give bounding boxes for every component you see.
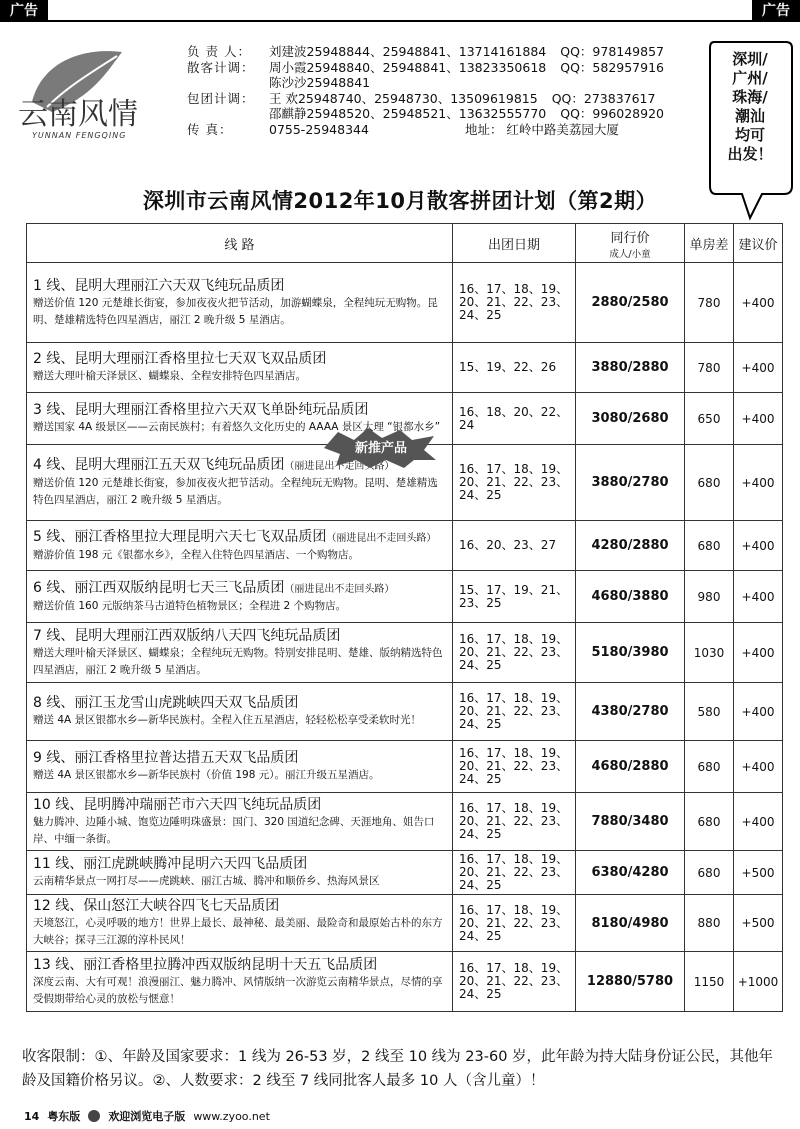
trade-price: 3880/2780 — [576, 445, 685, 521]
tour-row — [27, 571, 783, 623]
contact-label — [187, 106, 269, 122]
single-supplement: 780 — [685, 263, 734, 343]
contact-phones: 刘建波25948844、25948841、13714161884 — [269, 44, 547, 59]
trade-price: 7880/3480 — [576, 793, 685, 851]
contact-value — [269, 44, 707, 60]
route-name: 5 线、丽江香格里拉大理昆明六天七飞双品质团 — [33, 528, 327, 545]
footer-url[interactable]: www.zyoo.net — [193, 1109, 270, 1123]
single-supplement: 980 — [685, 571, 734, 623]
contact-value — [269, 75, 707, 91]
route-name: 9 线、丽江香格里拉普达措五天双飞品质团 — [33, 750, 299, 766]
contact-row — [187, 122, 707, 138]
contact-phones: 邵麒静25948520、25948521、13632555770 — [269, 106, 547, 121]
departure-city: 潮汕 — [734, 107, 765, 125]
contact-qq: QQ：978149857 — [560, 44, 664, 59]
tour-row — [27, 343, 783, 393]
route-description: 赠送价值 160 元版纳茶马古道特色植物景区；全程进 2 个购物店。 — [33, 599, 347, 612]
trade-price: 4680/3880 — [576, 571, 685, 623]
route-description: 魅力腾冲、边陲小城、饱览边陲明珠盛景：国门、320 国道纪念碑、天涯地角、姐告口岸、中缅一条街。 — [33, 815, 435, 845]
single-supplement: 650 — [685, 393, 734, 445]
contact-value — [269, 60, 707, 76]
suggested-markup: +500 — [734, 895, 783, 952]
contact-value — [269, 91, 707, 107]
company-logo — [12, 42, 177, 147]
route-cell — [27, 571, 453, 623]
route-name: 3 线、昆明大理丽江香格里拉六天双飞单卧纯玩品质团 — [33, 402, 369, 418]
contact-row — [187, 60, 707, 76]
page-footer — [24, 1108, 278, 1124]
contact-label: 散客计调： — [187, 59, 255, 75]
tour-row — [27, 263, 783, 343]
departure-dates: 16、18、20、22、24 — [453, 393, 576, 445]
table-header — [27, 224, 783, 263]
departure-city: 出发！ — [727, 145, 773, 163]
header-suggest: 建议价 — [734, 224, 783, 263]
departure-city: 均可 — [734, 126, 765, 144]
tour-row — [27, 793, 783, 851]
route-description: 赠送大理叶榆天泽景区、蝴蝶泉；全程纯玩无购物。特别安排昆明、楚雄、版纳精选特色四星酒店，丽江 2 晚升级 5 星酒店。 — [33, 646, 443, 676]
suggested-markup: +500 — [734, 851, 783, 895]
edition-label: 粤东版 — [47, 1110, 81, 1123]
suggested-markup: +400 — [734, 393, 783, 445]
tour-row — [27, 623, 783, 683]
suggested-markup: +400 — [734, 623, 783, 683]
suggested-markup: +400 — [734, 741, 783, 793]
single-supplement: 680 — [685, 793, 734, 851]
route-note: （丽进昆出不走回头路） — [284, 461, 395, 472]
top-rule — [0, 20, 800, 22]
single-supplement: 680 — [685, 741, 734, 793]
departure-dates: 16、17、18、19、20、21、22、23、24、25 — [453, 851, 576, 895]
route-description: 云南精华景点一网打尽——虎跳峡、丽江古城、腾冲和顺侨乡、热海风景区 — [33, 875, 380, 887]
route-name: 6 线、丽江西双版纳昆明七天三飞品质团 — [33, 579, 285, 596]
route-description: 赠送 4A 景区银都水乡—新华民族村。全程入住五星酒店，轻轻松松享受柔软时光！ — [33, 714, 422, 726]
departure-dates: 16、17、18、19、20、21、22、23、24、25 — [453, 263, 576, 343]
contact-value — [269, 106, 707, 122]
suggested-markup: +400 — [734, 521, 783, 571]
route-cell — [27, 343, 453, 393]
route-cell — [27, 952, 453, 1012]
route-name: 12 线、保山怒江大峡谷四飞七天品质团 — [33, 898, 280, 914]
trade-price: 2880/2580 — [576, 263, 685, 343]
contact-qq: QQ：582957916 — [560, 59, 664, 75]
route-cell — [27, 895, 453, 952]
departure-dates: 16、20、23、27 — [453, 521, 576, 571]
suggested-markup: +400 — [734, 263, 783, 343]
route-name: 8 线、丽江玉龙雪山虎跳峡四天双飞品质团 — [33, 695, 299, 711]
contact-label: 传 真： — [187, 121, 233, 137]
tour-row — [27, 952, 783, 1012]
company-address: 地址： 红岭中路美荔园大厦 — [464, 121, 619, 137]
contact-block — [187, 44, 707, 137]
route-cell — [27, 623, 453, 683]
logo-pinyin: YUNNAN FENGQING — [32, 131, 127, 140]
tour-row — [27, 895, 783, 952]
logo-name: 云南风情 — [18, 97, 138, 132]
tour-row — [27, 851, 783, 895]
tour-row — [27, 683, 783, 741]
contact-label: 包团计调： — [187, 90, 255, 106]
route-cell — [27, 851, 453, 895]
trade-price: 12880/5780 — [576, 952, 685, 1012]
tour-row — [27, 521, 783, 571]
trade-price: 4280/2880 — [576, 521, 685, 571]
route-note: （丽进昆出不走回头路） — [326, 532, 437, 544]
new-product-label: 新推产品 — [354, 441, 407, 456]
departure-dates: 15、19、22、26 — [453, 343, 576, 393]
departure-dates: 16、17、18、19、20、21、22、23、24、25 — [453, 793, 576, 851]
departure-dates: 16、17、18、19、20、21、22、23、24、25 — [453, 741, 576, 793]
contact-value — [269, 122, 707, 138]
departure-dates: 16、17、18、19、20、21、22、23、24、25 — [453, 952, 576, 1012]
tour-row — [27, 741, 783, 793]
route-description: 赠送价值 120 元楚雄长街宴，参加夜夜火把节活动，加游蝴蝶泉，全程纯玩无购物。昆明、楚雄精选特色四星酒店，丽江 2 晚升级 5 星酒店。 — [33, 296, 438, 326]
trade-price: 5180/3980 — [576, 623, 685, 683]
departure-city: 深圳/ — [732, 50, 768, 68]
departure-dates: 16、17、18、19、20、21、22、23、24、25 — [453, 623, 576, 683]
contact-phones: 0755-25948344 — [269, 121, 369, 137]
contact-row — [187, 106, 707, 122]
departure-city: 珠海/ — [732, 88, 768, 106]
header-route: 线 路 — [27, 224, 453, 263]
suggested-markup: +400 — [734, 445, 783, 521]
header-date: 出团日期 — [453, 224, 576, 263]
route-description: 赠送大理叶榆天泽景区、蝴蝶泉、全程安排特色四星酒店。 — [33, 370, 306, 382]
route-name: 10 线、昆明腾冲瑞丽芒市六天四飞纯玩品质团 — [33, 796, 322, 813]
header-single: 单房差 — [685, 224, 734, 263]
single-supplement: 1030 — [685, 623, 734, 683]
contact-qq: QQ：996028920 — [560, 106, 664, 121]
departure-cities — [718, 50, 782, 164]
route-name: 11 线、丽江虎跳峡腾冲昆明六天四飞品质团 — [33, 856, 308, 872]
route-description: 深度云南、大有可观！浪漫丽江、魅力腾冲、风情版纳一次游览云南精华景点，尽情的享受假期带给心灵的放松与惬意！ — [33, 975, 443, 1005]
suggested-markup: +400 — [734, 343, 783, 393]
trade-price: 6380/4280 — [576, 851, 685, 895]
header-price: 同行价 成人/小童 — [576, 224, 685, 263]
tour-table — [26, 223, 783, 1012]
single-supplement: 1150 — [685, 952, 734, 1012]
edition-icon — [88, 1110, 100, 1122]
route-name: 7 线、昆明大理丽江西双版纳八天四飞纯玩品质团 — [33, 627, 341, 644]
suggested-markup: +400 — [734, 683, 783, 741]
route-name: 4 线、昆明大理丽江五天双飞纯玩品质团 — [33, 457, 285, 473]
route-description: 赠送国家 4A 级景区——云南民族村；有着悠久文化历史的 AAAA 景区大理 “银都水乡” — [33, 421, 441, 433]
departure-dates: 16、17、18、19、20、21、22、23、24、25 — [453, 445, 576, 521]
suggested-markup: +1000 — [734, 952, 783, 1012]
single-supplement: 680 — [685, 851, 734, 895]
contact-label: 负 责 人： — [187, 44, 251, 59]
route-description: 赠送 4A 景区银都水乡—新华民族村（价值 198 元）。丽江升级五星酒店。 — [33, 769, 380, 781]
contact-label — [187, 75, 269, 91]
route-note: （丽进昆出不走回头路） — [284, 583, 395, 595]
single-supplement: 580 — [685, 683, 734, 741]
route-cell — [27, 741, 453, 793]
contact-phones: 王 欢25948740、25948730、13509619815 — [269, 90, 538, 106]
contact-qq: QQ：273837617 — [551, 90, 656, 106]
departure-dates: 16、17、18、19、20、21、22、23、24、25 — [453, 895, 576, 952]
route-name: 1 线、昆明大理丽江六天双飞纯玩品质团 — [33, 277, 285, 294]
route-name: 2 线、昆明大理丽江香格里拉七天双飞双品质团 — [33, 351, 327, 367]
suggested-markup: +400 — [734, 793, 783, 851]
ad-tag-right: 广告 — [752, 0, 800, 22]
single-supplement: 880 — [685, 895, 734, 952]
contact-row — [187, 44, 707, 60]
ad-tag-left: 广告 — [0, 0, 48, 22]
page-number: 14 — [24, 1109, 40, 1123]
header-price-sub: 成人/小童 — [609, 248, 651, 260]
route-name: 13 线、丽江香格里拉腾冲西双版纳昆明十天五飞品质团 — [33, 956, 378, 973]
contact-row — [187, 91, 707, 107]
trade-price: 4680/2880 — [576, 741, 685, 793]
departure-dates: 16、17、18、19、20、21、22、23、24、25 — [453, 683, 576, 741]
contact-phones: 陈沙沙25948841 — [269, 75, 371, 90]
trade-price: 3080/2680 — [576, 393, 685, 445]
footer-note: 欢迎浏览电子版 — [108, 1110, 186, 1123]
single-supplement: 780 — [685, 343, 734, 393]
route-cell — [27, 263, 453, 343]
single-supplement: 680 — [685, 445, 734, 521]
route-description: 赠游价值 198 元《银都水乡》，全程入住特色四星酒店、一个购物店。 — [33, 548, 359, 561]
route-description: 赠送价值 120 元楚雄长街宴，参加夜夜火把节活动。全程纯玩无购物。昆明、楚雄精选特色四星酒店，丽江 2 晚升级 5 星酒店。 — [33, 477, 438, 506]
departure-dates: 15、17、19、21、23、25 — [453, 571, 576, 623]
route-cell — [27, 521, 453, 571]
route-cell — [27, 793, 453, 851]
trade-price: 3880/2880 — [576, 343, 685, 393]
route-description: 天境怒江，心灵呼吸的地方！世界上最长、最神秘、最美丽、最险奇和最原始古朴的东方大峡谷；探寻三江源的淳朴民风！ — [33, 917, 443, 946]
suggested-markup: +400 — [734, 571, 783, 623]
contact-phones: 周小霞25948840、25948841、13823350618 — [269, 59, 547, 75]
booking-limits: 收客限制：①、年龄及国家要求：1 线为 26-53 岁，2 线至 10 线为 23-60 岁，此年龄为持大陆身份证公民，其他年龄及国籍价格另议。②、人数要求：2 线至 7 线同批客人最多 10 人（含儿童）！ — [22, 1049, 774, 1089]
departure-city: 广州/ — [732, 69, 768, 87]
trade-price: 4380/2780 — [576, 683, 685, 741]
route-cell — [27, 683, 453, 741]
trade-price: 8180/4980 — [576, 895, 685, 952]
single-supplement: 680 — [685, 521, 734, 571]
page-title: 深圳市云南风情2012年10月散客拼团计划（第2期） — [142, 189, 658, 213]
contact-row — [187, 75, 707, 91]
